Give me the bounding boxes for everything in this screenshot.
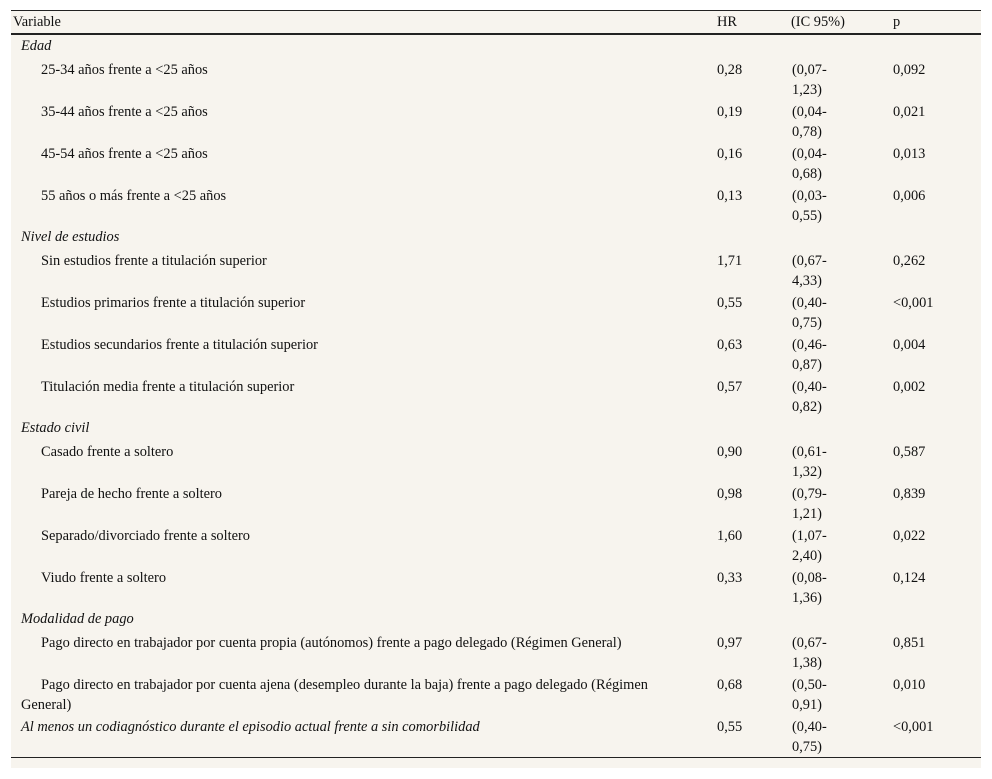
row-hr: 0,55 — [717, 719, 743, 735]
ci-lower: (0,40- — [792, 379, 827, 395]
row-p: 0,587 — [893, 444, 926, 460]
row-ci — [791, 482, 893, 524]
row-label: Pareja de hecho frente a soltero — [41, 486, 222, 502]
section-title: Estado civil — [21, 420, 90, 436]
row-hr: 0,97 — [717, 635, 743, 651]
header-ci: (IC 95%) — [791, 14, 845, 30]
row-label: Casado frente a soltero — [41, 444, 174, 460]
table-row — [11, 58, 981, 100]
row-label: Titulación media frente a titulación superior — [41, 379, 295, 395]
row-hr: 1,71 — [717, 253, 743, 269]
row-p: 0,010 — [893, 677, 926, 693]
ci-upper: 2,40) — [792, 548, 822, 564]
row-label: Estudios primarios frente a titulación superior — [41, 295, 306, 311]
ci-lower: (0,40- — [792, 719, 827, 735]
ci-lower: (0,07- — [792, 62, 827, 78]
row-p: 0,022 — [893, 528, 926, 544]
row-hr: 0,13 — [717, 188, 743, 204]
ci-lower: (0,04- — [792, 104, 827, 120]
table-row — [11, 524, 981, 566]
ci-upper: 1,36) — [792, 590, 822, 606]
row-hr: 1,60 — [717, 528, 743, 544]
table-row — [11, 100, 981, 142]
ci-lower: (0,61- — [792, 444, 827, 460]
ci-upper: 0,75) — [792, 739, 822, 755]
table-header-row — [11, 11, 981, 35]
row-ci — [791, 142, 893, 184]
row-ci — [791, 291, 893, 333]
ci-lower: (1,07- — [792, 528, 827, 544]
row-hr: 0,33 — [717, 570, 743, 586]
table-row — [11, 142, 981, 184]
results-table-container — [11, 10, 981, 768]
ci-upper: 0,68) — [792, 166, 822, 182]
table-row — [11, 673, 981, 715]
row-hr: 0,16 — [717, 146, 743, 162]
row-ci — [791, 631, 893, 673]
ci-lower: (0,40- — [792, 295, 827, 311]
row-label: Viudo frente a soltero — [41, 570, 167, 586]
row-hr: 0,68 — [717, 677, 743, 693]
ci-upper: 0,55) — [792, 208, 822, 224]
row-p: 0,004 — [893, 337, 926, 353]
table-row — [11, 440, 981, 482]
ci-lower: (0,08- — [792, 570, 827, 586]
table-row — [11, 375, 981, 417]
ci-upper: 1,38) — [792, 655, 822, 671]
table-row-comorbidity — [11, 715, 981, 758]
row-hr: 0,90 — [717, 444, 743, 460]
ci-upper: 0,78) — [792, 124, 822, 140]
ci-upper: 4,33) — [792, 273, 822, 289]
ci-upper: 0,91) — [792, 697, 822, 713]
ci-lower: (0,04- — [792, 146, 827, 162]
row-label: Separado/divorciado frente a soltero — [41, 528, 250, 544]
row-ci — [791, 715, 893, 758]
row-label: 45-54 años frente a <25 años — [41, 146, 208, 162]
header-p: p — [893, 14, 901, 30]
section-title: Modalidad de pago — [21, 611, 134, 627]
row-ci — [791, 440, 893, 482]
table-row — [11, 482, 981, 524]
row-p: <0,001 — [893, 295, 934, 311]
section-row-nivel-estudios — [11, 226, 981, 249]
row-label: 35-44 años frente a <25 años — [41, 104, 208, 120]
ci-upper: 0,75) — [792, 315, 822, 331]
header-variable: Variable — [13, 14, 61, 30]
table-row — [11, 631, 981, 673]
row-label: Pago directo en trabajador por cuenta propia (autónomos) frente a pago delegado (Régimen General) — [41, 635, 622, 651]
ci-upper: 0,87) — [792, 357, 822, 373]
table-row — [11, 184, 981, 226]
row-ci — [791, 375, 893, 417]
ci-lower: (0,79- — [792, 486, 827, 502]
section-row-estado-civil — [11, 417, 981, 440]
row-ci — [791, 566, 893, 608]
row-ci — [791, 100, 893, 142]
ci-upper: 1,23) — [792, 82, 822, 98]
row-hr: 0,98 — [717, 486, 743, 502]
section-title: Edad — [21, 38, 52, 54]
row-ci — [791, 524, 893, 566]
row-label: Pago directo en trabajador por cuenta ajena (desempleo durante la baja) frente a pago delegado (Régimen General) — [21, 677, 648, 713]
row-p: 0,021 — [893, 104, 926, 120]
table-row — [11, 333, 981, 375]
row-hr: 0,28 — [717, 62, 743, 78]
row-p: 0,124 — [893, 570, 926, 586]
row-hr: 0,57 — [717, 379, 743, 395]
row-p: 0,002 — [893, 379, 926, 395]
header-hr: HR — [717, 14, 737, 30]
ci-upper: 0,82) — [792, 399, 822, 415]
table-row — [11, 249, 981, 291]
section-row-modalidad-pago — [11, 608, 981, 631]
row-p: 0,262 — [893, 253, 926, 269]
row-label: Estudios secundarios frente a titulación superior — [41, 337, 318, 353]
ci-lower: (0,46- — [792, 337, 827, 353]
row-label: Al menos un codiagnóstico durante el episodio actual frente a sin comorbilidad — [21, 719, 480, 735]
row-hr: 0,19 — [717, 104, 743, 120]
row-hr: 0,55 — [717, 295, 743, 311]
ci-lower: (0,67- — [792, 253, 827, 269]
section-row-edad — [11, 34, 981, 58]
ci-lower: (0,50- — [792, 677, 827, 693]
ci-upper: 1,21) — [792, 506, 822, 522]
ci-upper: 1,32) — [792, 464, 822, 480]
row-p: 0,839 — [893, 486, 926, 502]
row-p: <0,001 — [893, 719, 934, 735]
row-ci — [791, 249, 893, 291]
ci-lower: (0,67- — [792, 635, 827, 651]
section-title: Nivel de estudios — [21, 229, 120, 245]
row-ci — [791, 333, 893, 375]
row-p: 0,013 — [893, 146, 926, 162]
table-row — [11, 566, 981, 608]
row-ci — [791, 184, 893, 226]
row-label: 25-34 años frente a <25 años — [41, 62, 208, 78]
row-hr: 0,63 — [717, 337, 743, 353]
row-p: 0,851 — [893, 635, 926, 651]
row-label: Sin estudios frente a titulación superior — [41, 253, 267, 269]
hazard-ratio-table — [11, 10, 981, 758]
ci-lower: (0,03- — [792, 188, 827, 204]
row-p: 0,092 — [893, 62, 926, 78]
row-ci — [791, 58, 893, 100]
row-ci — [791, 673, 893, 715]
table-row — [11, 291, 981, 333]
row-label: 55 años o más frente a <25 años — [41, 188, 227, 204]
row-p: 0,006 — [893, 188, 926, 204]
